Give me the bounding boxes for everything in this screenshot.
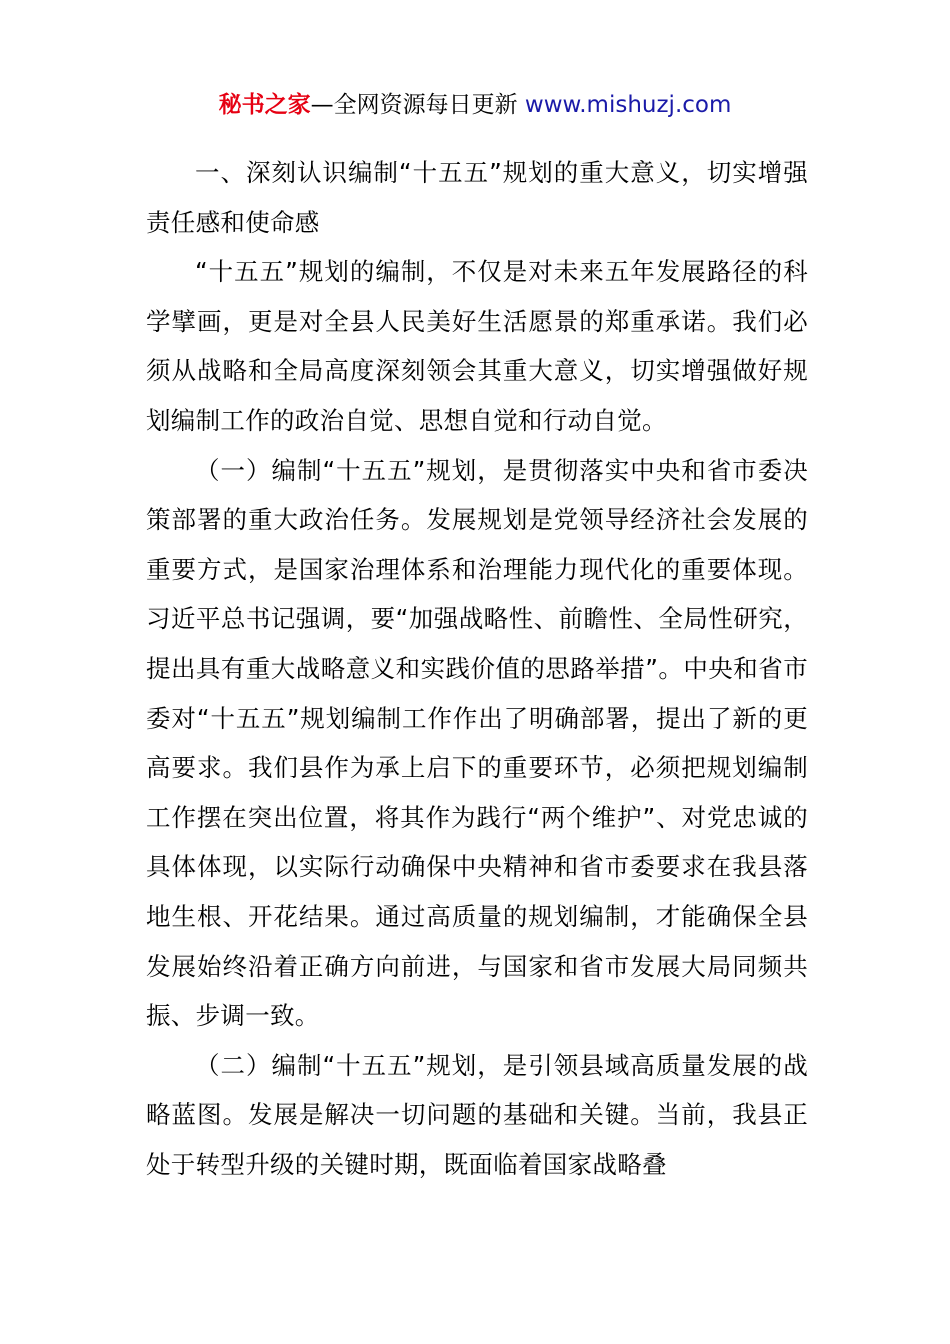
section-heading: 一、深刻认识编制“十五五”规划的重大意义，切实增强责任感和使命感 [146, 158, 808, 237]
site-url[interactable]: www.mishuzj.com [524, 92, 732, 118]
header-tagline: —全网资源每日更新 [310, 92, 525, 118]
paragraph-intro: “十五五”规划的编制，不仅是对未来五年发展路径的科学擘画，更是对全县人民美好生活愿景的郑重承诺。我们必须从战略和全局高度深刻领会其重大意义，切实增强做好规划编制工作的政治自觉、思想自觉和行动自觉。 [146, 257, 808, 435]
brand-name: 秘书之家 [218, 92, 311, 118]
document-body [146, 148, 808, 1189]
page-header [0, 88, 950, 122]
paragraph-point-1: （一）编制“十五五”规划，是贯彻落实中央和省市委决策部署的重大政治任务。发展规划是党领导经济社会发展的重要方式，是国家治理体系和治理能力现代化的重要体现。习近平总书记强调，要“加强战略性、前瞻性、全局性研究，提出具有重大战略意义和实践价值的思路举措”。中央和省市委对“十五五”规划编制工作作出了明确部署，提出了新的更高要求。我们县作为承上启下的重要环节，必须把规划编制工作摆在突出位置，将其作为践行“两个维护”、对党忠诚的具体体现，以实际行动确保中央精神和省市委要求在我县落地生根、开花结果。通过高质量的规划编制，才能确保全县发展始终沿着正确方向前进，与国家和省市发展大局同频共振、步调一致。 [146, 455, 808, 1031]
paragraph-point-2: （二）编制“十五五”规划，是引领县域高质量发展的战略蓝图。发展是解决一切问题的基础和关键。当前，我县正处于转型升级的关键时期，既面临着国家战略叠 [146, 1050, 808, 1179]
